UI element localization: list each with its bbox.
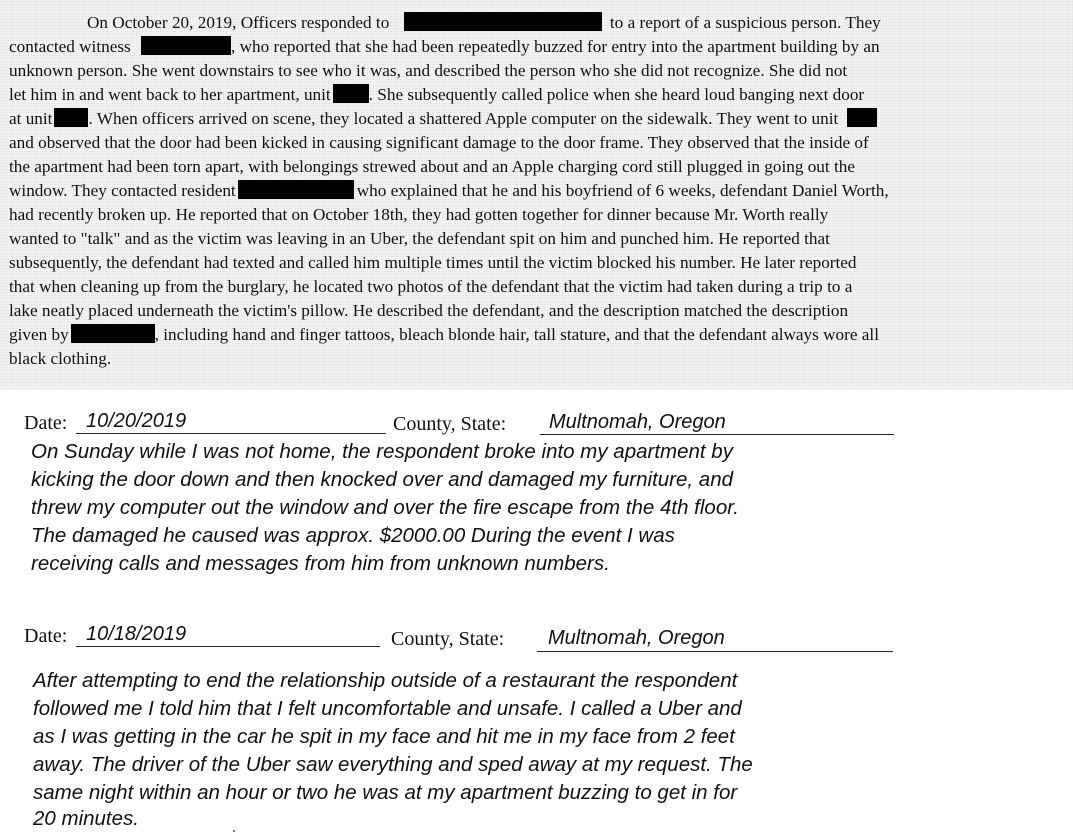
date-label: Date: <box>24 625 68 647</box>
statement-line: The damaged he caused was approx. $2000.00 During the event I was <box>31 524 675 547</box>
report-line <box>9 275 1064 299</box>
report-text: subsequently, the defendant had texted and called him multiple times until the victim blocked his number. He later reported <box>9 253 857 272</box>
statement-line: After attempting to end the relationship outside of a restaurant the respondent <box>33 669 738 692</box>
report-text: On October 20, 2019, Officers responded to <box>87 13 390 32</box>
county-state-label: County, State: <box>393 413 507 435</box>
report-line <box>9 155 1064 179</box>
report-text: at unit <box>9 109 53 128</box>
county-state-underline <box>537 651 893 652</box>
county-state-value: Multnomah, Oregon <box>549 411 726 433</box>
report-line <box>9 59 1064 83</box>
report-text: , who reported that she had been repeatedly buzzed for entry into the apartment building by an <box>231 37 880 56</box>
date-underline <box>76 433 386 434</box>
redaction-bar <box>333 84 369 103</box>
redaction-bar <box>141 36 231 55</box>
report-text: . When officers arrived on scene, they located a shattered Apple computer on the sidewalk. They went to unit <box>88 109 839 128</box>
report-text: had recently broken up. He reported that on October 18th, they had gotten together for dinner because Mr. Worth really <box>9 205 829 224</box>
report-line <box>9 299 1064 323</box>
statement-line: receiving calls and messages from him from unknown numbers. <box>31 552 610 575</box>
statement-line: 20 minutes. <box>33 807 139 830</box>
redaction-bar <box>238 180 354 199</box>
statement-line: threw my computer out the window and over the fire escape from the 4th floor. <box>31 496 739 519</box>
report-text: , including hand and finger tattoos, bleach blonde hair, tall stature, and that the defendant always wore all <box>154 325 879 344</box>
date-label: Date: <box>24 412 68 434</box>
statement-line: as I was getting in the car he spit in my face and hit me in my face from 2 feet <box>33 725 735 748</box>
report-text: window. They contacted resident <box>9 181 236 200</box>
county-state-underline <box>540 434 894 435</box>
report-text: who explained that he and his boyfriend of 6 weeks, defendant Daniel Worth, <box>356 181 889 200</box>
redaction-bar <box>71 324 155 343</box>
report-line <box>9 131 1064 155</box>
redaction-bar <box>847 108 877 127</box>
county-state-value: Multnomah, Oregon <box>548 627 725 649</box>
date-underline <box>76 646 380 647</box>
report-text: that when cleaning up from the burglary, he located two photos of the defendant that the victim had taken during a trip to a <box>9 277 853 296</box>
redaction-bar <box>404 12 602 31</box>
police-report-excerpt <box>0 0 1073 390</box>
statement-line: followed me I told him that I felt uncomfortable and unsafe. I called a Uber and <box>33 697 742 720</box>
report-line <box>9 179 1064 203</box>
report-text: unknown person. She went downstairs to see who it was, and described the person who she did not recognize. She did not <box>9 61 848 80</box>
report-line <box>9 323 1064 347</box>
report-text: given by <box>9 325 69 344</box>
report-text: . She subsequently called police when she heard loud banging next door <box>368 85 865 104</box>
report-text: the apartment had been torn apart, with belongings strewed about and an Apple charging cord still plugged in going out the <box>9 157 855 176</box>
statement-line: same night within an hour or two he was at my apartment buzzing to get in for <box>33 781 738 804</box>
statement-line: kicking the door down and then knocked over and damaged my furniture, and <box>31 468 733 491</box>
redaction-bar <box>54 108 88 127</box>
report-text: let him in and went back to her apartment, unit <box>9 85 331 104</box>
report-text: to a report of a suspicious person. They <box>609 13 881 32</box>
statement-line: away. The driver of the Uber saw everything and sped away at my request. The <box>33 753 753 776</box>
statement-line: On Sunday while I was not home, the respondent broke into my apartment by <box>31 440 733 463</box>
report-line <box>9 203 1064 227</box>
report-line <box>9 251 1064 275</box>
report-line <box>9 83 1064 107</box>
report-text: black clothing. <box>9 349 112 368</box>
report-line <box>9 227 1064 251</box>
county-state-label: County, State: <box>391 628 505 650</box>
report-line <box>9 347 1064 371</box>
date-value: 10/20/2019 <box>86 410 187 432</box>
report-text: lake neatly placed underneath the victim's pillow. He described the defendant, and the description matched the description <box>9 301 849 320</box>
report-text: wanted to "talk" and as the victim was leaving in an Uber, the defendant spit on him and punched him. He reported that <box>9 229 830 248</box>
report-text: and observed that the door had been kicked in causing significant damage to the door frame. They observed that the inside of <box>9 133 869 152</box>
report-line <box>9 107 1064 131</box>
scan-speck <box>233 830 235 832</box>
report-line <box>9 35 1064 59</box>
report-line <box>87 11 1064 35</box>
date-value: 10/18/2019 <box>86 623 187 645</box>
report-text: contacted witness <box>9 37 131 56</box>
